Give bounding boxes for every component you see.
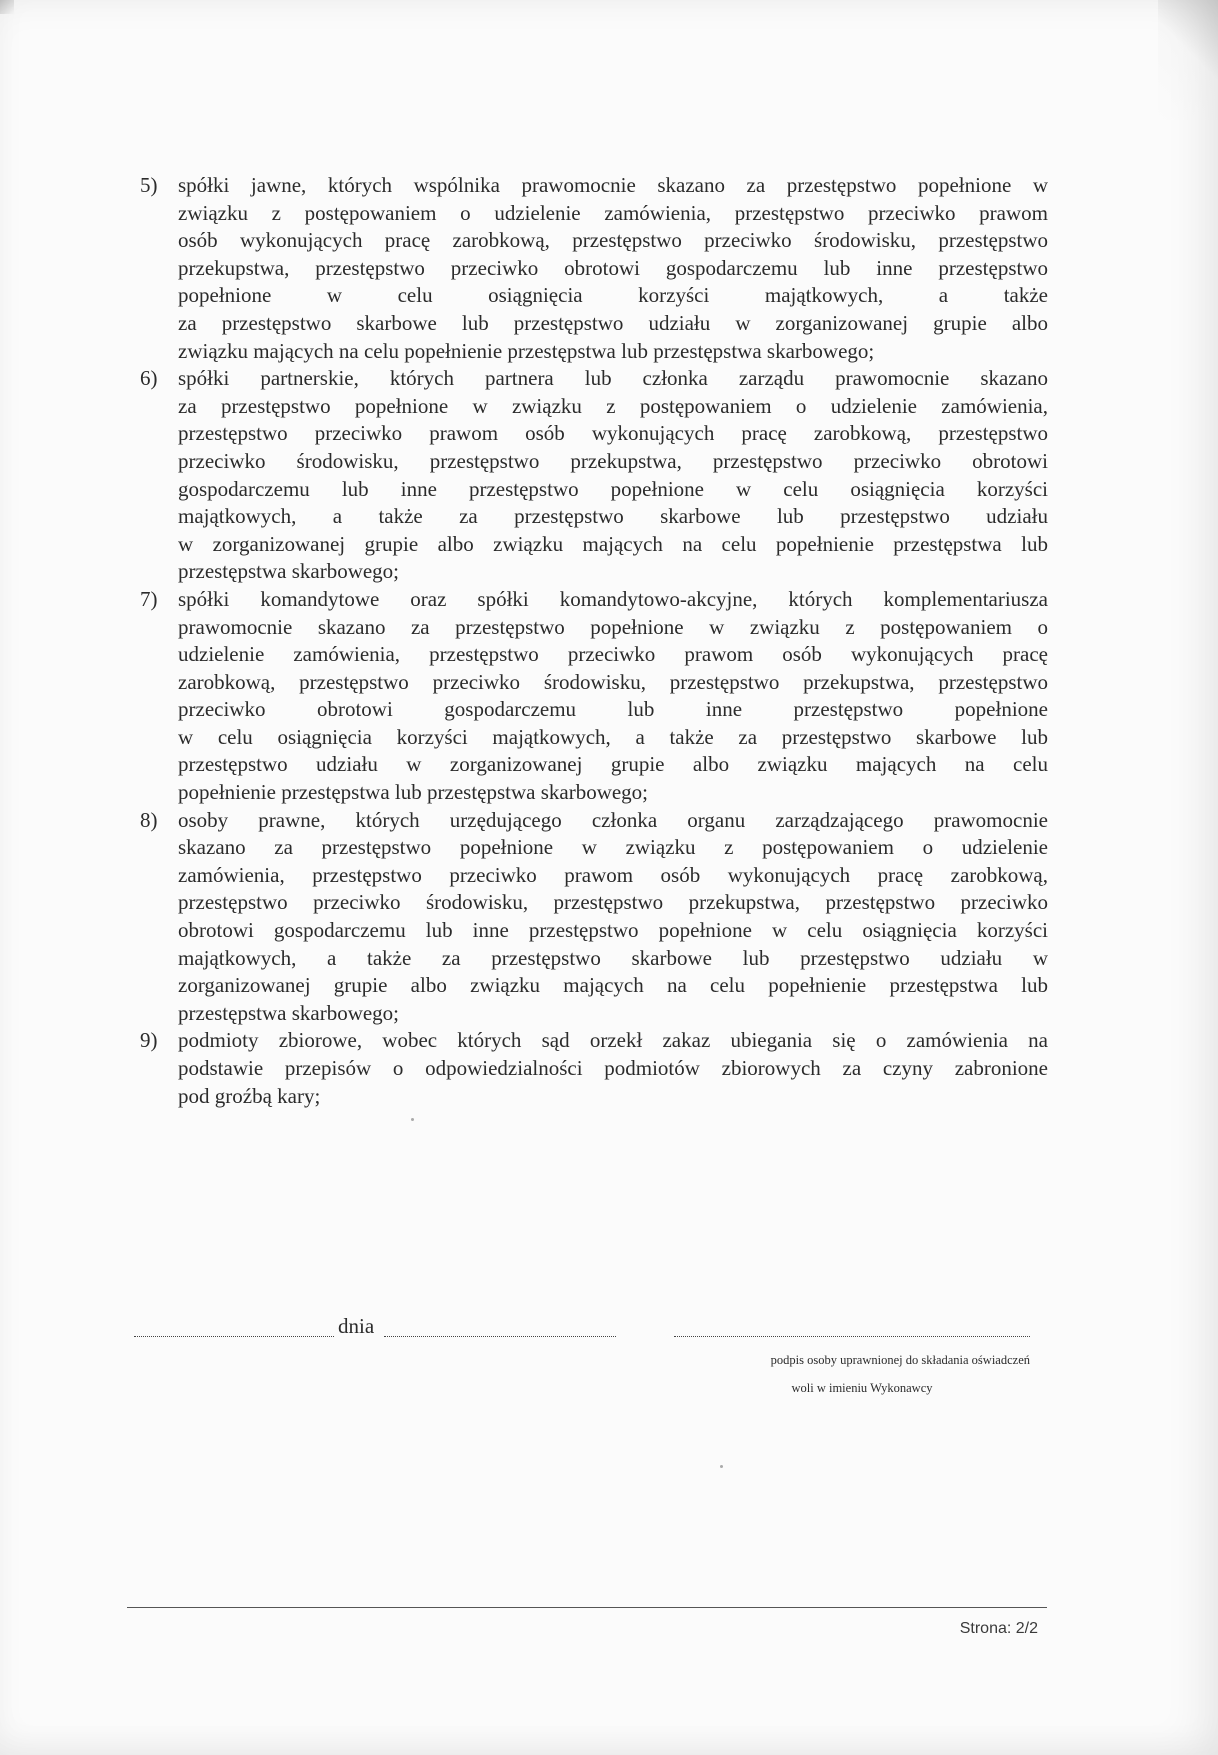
list-item — [140, 172, 1048, 365]
list-item-number: 9) — [140, 1028, 158, 1053]
list-item-number: 7) — [140, 586, 158, 611]
signature-caption-line2: woli w imieniu Wykonawcy — [791, 1381, 933, 1395]
list-item-line: przestępstwa skarbowego; — [178, 1000, 400, 1025]
list-item-line: pod groźbą kary; — [178, 1083, 321, 1108]
list-item-line: przestępstwo udziału w zorganizowanej grupie albo związku mających na celu — [178, 752, 1048, 777]
list-item-line: osób wykonujących pracę zarobkową, przestępstwo przeciwko środowisku, przestępstwo — [178, 228, 1048, 253]
list-item-line: przekupstwa, przestępstwo przeciwko obrotowi gospodarczemu lub inne przestępstwo — [178, 255, 1048, 280]
scan-speck — [411, 1118, 414, 1121]
list-item-line: gospodarczemu lub inne przestępstwo popełnione w celu osiągnięcia korzyści — [178, 476, 1048, 501]
list-item-line: majątkowych, a także za przestępstwo skarbowe lub przestępstwo udziału — [178, 504, 1048, 529]
scan-speck — [720, 1465, 723, 1468]
exclusion-list — [140, 172, 1048, 1110]
list-item-line: podstawie przepisów o odpowiedzialności podmiotów zbiorowych za czyny zabronione — [178, 1056, 1048, 1080]
list-item-line: związku z postępowaniem o udzielenie zamówienia, przestępstwo przeciwko prawom — [178, 200, 1048, 225]
signature-block — [134, 1308, 1034, 1408]
list-item-number: 5) — [140, 173, 158, 197]
list-item-number: 8) — [140, 807, 158, 832]
signature-dotted-line — [674, 1336, 1030, 1337]
list-item-line: majątkowych, a także za przestępstwo skarbowe lub przestępstwo udziału w — [178, 945, 1048, 970]
list-item-line: popełnienie przestępstwa lub przestępstwa skarbowego; — [178, 780, 649, 805]
list-item-line: zamówienia, przestępstwo przeciwko prawom osób wykonujących pracę zarobkową, — [178, 862, 1048, 887]
list-item — [140, 1027, 1048, 1110]
list-item-line: spółki partnerskie, których partnera lub członka zarządu prawomocnie skazano — [178, 366, 1048, 391]
list-item-line: popełnione w celu osiągnięcia korzyści majątkowych, a także — [178, 283, 1048, 308]
list-item-line: spółki komandytowe oraz spółki komandytowo-akcyjne, których komplementariusza — [178, 586, 1048, 611]
list-item-line: osoby prawne, których urzędującego członka organu zarządzającego prawomocnie — [178, 807, 1048, 832]
list-item-line: podmioty zbiorowe, wobec których sąd orzekł zakaz ubiegania się o zamówienia na — [178, 1028, 1048, 1053]
list-item-line: w zorganizowanej grupie albo związku mających na celu popełnienie przestępstwa lub — [178, 531, 1048, 556]
list-item-line: skazano za przestępstwo popełnione w związku z postępowaniem o udzielenie — [178, 835, 1048, 860]
list-item-line: zarobkową, przestępstwo przeciwko środowisku, przestępstwo przekupstwa, przestępstwo — [178, 669, 1048, 694]
list-item — [140, 586, 1048, 807]
list-item-line: przeciwko środowisku, przestępstwo przekupstwa, przestępstwo przeciwko obrotowi — [178, 448, 1048, 473]
list-item-line: obrotowi gospodarczemu lub inne przestępstwo popełnione w celu osiągnięcia korzyści — [178, 918, 1048, 943]
list-item-line: za przestępstwo skarbowe lub przestępstwo udziału w zorganizowanej grupie albo — [178, 310, 1048, 335]
list-item-line: związku mających na celu popełnienie przestępstwa lub przestępstwa skarbowego; — [178, 338, 875, 363]
list-item — [140, 365, 1048, 586]
list-item — [140, 807, 1048, 1028]
list-item-line: przestępstwo przeciwko prawom osób wykonujących pracę zarobkową, przestępstwo — [178, 421, 1048, 446]
list-item-line: zorganizowanej grupie albo związku mających na celu popełnienie przestępstwa lub — [178, 973, 1048, 998]
date-label: dnia — [338, 1314, 375, 1338]
list-item-line: przeciwko obrotowi gospodarczemu lub inne przestępstwo popełnione — [178, 697, 1048, 722]
scan-shadow-corner — [1158, 0, 1218, 120]
footer-rule — [127, 1607, 1047, 1608]
list-item-line: przestępstwo przeciwko środowisku, przestępstwo przekupstwa, przestępstwo przeciwko — [178, 890, 1048, 915]
scan-shadow-left — [0, 0, 14, 14]
date-dotted-line — [384, 1336, 616, 1337]
list-item-line: przestępstwa skarbowego; — [178, 559, 400, 584]
signature-caption-line1: podpis osoby uprawnionej do składania oświadczeń — [770, 1353, 1030, 1367]
page-number: Strona: 2/2 — [959, 1620, 1038, 1637]
list-item-line: za przestępstwo popełnione w związku z postępowaniem o udzielenie zamówienia, — [178, 393, 1048, 418]
list-item-line: spółki jawne, których wspólnika prawomocnie skazano za przestępstwo popełnione w — [178, 173, 1048, 197]
list-item-number: 6) — [140, 366, 158, 391]
place-dotted-line — [134, 1336, 334, 1337]
list-item-line: udzielenie zamówienia, przestępstwo przeciwko prawom osób wykonujących pracę — [178, 642, 1048, 667]
list-item-line: w celu osiągnięcia korzyści majątkowych, a także za przestępstwo skarbowe lub — [178, 724, 1048, 749]
list-item-line: prawomocnie skazano za przestępstwo popełnione w związku z postępowaniem o — [178, 614, 1048, 639]
